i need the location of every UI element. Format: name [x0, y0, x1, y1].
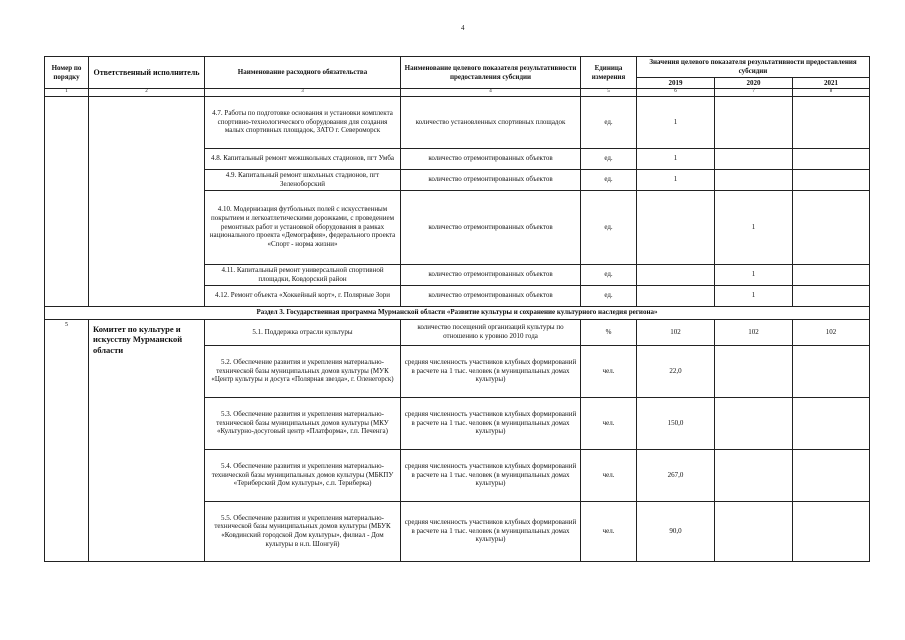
cell-2021	[793, 501, 870, 561]
cell-2021	[793, 169, 870, 190]
cell-indicator: количество отремонтированных объектов	[401, 148, 581, 169]
cell-num: 5	[45, 319, 89, 561]
column-numbers-row	[45, 89, 870, 96]
cell-obligation: 5.5. Обеспечение развития и укрепления материально-технической базы муниципальных домов культуры (МБУК «Ковдинский городской Дом культуры», филиал - Дом культуры в н.п. Шонгуй)	[205, 501, 401, 561]
cell-2019: 1	[637, 96, 715, 148]
table-row	[45, 319, 870, 345]
cell-2019: 1	[637, 148, 715, 169]
cell-2021	[793, 190, 870, 264]
cell-2020: 1	[715, 190, 793, 264]
section-3-title: Раздел 3. Государственная программа Мурманской области «Развитие культуры и сохранение культурного наследия региона»	[45, 306, 870, 319]
cell-unit: чел.	[581, 449, 637, 501]
cell-2019	[637, 190, 715, 264]
cell-obligation: 4.8. Капитальный ремонт межшкольных стадионов, пгт Умба	[205, 148, 401, 169]
cell-2020	[715, 148, 793, 169]
cell-2020	[715, 169, 793, 190]
header-year-2020: 2020	[715, 77, 793, 89]
cell-obligation: 4.10. Модернизация футбольных полей с искусственным покрытием и легкоатлетическими дорожками, с проведением ремонтных работ и установкой оборудования в рамках национального проекта «Демография», федерального проекта «Спорт - норма жизни»	[205, 190, 401, 264]
column-number: 2	[89, 89, 205, 96]
header-obligation: Наименование расходного обязательства	[205, 57, 401, 89]
cell-2019: 267,0	[637, 449, 715, 501]
table-row	[45, 96, 870, 148]
header-year-2019: 2019	[637, 77, 715, 89]
cell-indicator: средняя численность участников клубных формирований в расчете на 1 тыс. человек (в муниципальных домах культуры)	[401, 397, 581, 449]
cell-unit: ед.	[581, 190, 637, 264]
cell-unit: %	[581, 319, 637, 345]
header-responsible: Ответственный исполнитель	[89, 57, 205, 89]
section-heading-row	[45, 306, 870, 319]
cell-2020	[715, 345, 793, 397]
cell-responsible-empty	[89, 96, 205, 306]
cell-2020	[715, 501, 793, 561]
column-number: 5	[581, 89, 637, 96]
cell-unit: ед.	[581, 169, 637, 190]
cell-indicator: средняя численность участников клубных формирований в расчете на 1 тыс. человек (в муниципальных домах культуры)	[401, 501, 581, 561]
cell-2019: 102	[637, 319, 715, 345]
cell-indicator: количество отремонтированных объектов	[401, 285, 581, 306]
cell-2021	[793, 264, 870, 285]
cell-2020: 1	[715, 264, 793, 285]
cell-unit: чел.	[581, 397, 637, 449]
cell-obligation: 4.9. Капитальный ремонт школьных стадионов, пгт Зеленоборский	[205, 169, 401, 190]
header-year-2021: 2021	[793, 77, 870, 89]
cell-2021: 102	[793, 319, 870, 345]
cell-indicator: средняя численность участников клубных формирований в расчете на 1 тыс. человек (в муниципальных домах культуры)	[401, 449, 581, 501]
column-number: 6	[637, 89, 715, 96]
cell-num-empty	[45, 96, 89, 306]
header-values: Значения целевого показателя результативности предоставления субсидии	[637, 57, 870, 78]
cell-indicator: количество посещений организаций культуры по отношению к уровню 2010 года	[401, 319, 581, 345]
column-number: 8	[793, 89, 870, 96]
cell-indicator: количество отремонтированных объектов	[401, 264, 581, 285]
column-number: 4	[401, 89, 581, 96]
cell-2020	[715, 96, 793, 148]
cell-obligation: 4.12. Ремонт объекта «Хоккейный корт», г. Полярные Зори	[205, 285, 401, 306]
cell-obligation: 4.11. Капитальный ремонт универсальной спортивной площадки, Ковдорский район	[205, 264, 401, 285]
cell-2019: 22,0	[637, 345, 715, 397]
cell-obligation: 5.2. Обеспечение развития и укрепления материально-технической базы муниципальных домов культуры (МУК «Центр культуры и досуга «Полярная звезда», г. Оленегорск)	[205, 345, 401, 397]
cell-2019	[637, 264, 715, 285]
cell-indicator: количество отремонтированных объектов	[401, 169, 581, 190]
cell-obligation: 5.4. Обеспечение развития и укрепления материально-технической базы муниципальных домов культуры (МБКПУ «Териберский Дом культуры», с.п. Териберка)	[205, 449, 401, 501]
header-indicator: Наименование целевого показателя результативности предоставления субсидии	[401, 57, 581, 89]
cell-responsible: Комитет по культуре и искусству Мурманской области	[89, 319, 205, 561]
cell-indicator: количество установленных спортивных площадок	[401, 96, 581, 148]
cell-2021	[793, 285, 870, 306]
cell-2021	[793, 345, 870, 397]
cell-2020: 102	[715, 319, 793, 345]
cell-indicator: количество отремонтированных объектов	[401, 190, 581, 264]
cell-2019: 1	[637, 169, 715, 190]
header-num: Номер по порядку	[45, 57, 89, 89]
cell-2020	[715, 397, 793, 449]
subsidy-indicators-table	[44, 56, 870, 562]
cell-2019: 150,0	[637, 397, 715, 449]
cell-obligation: 5.3. Обеспечение развития и укрепления материально-технической базы муниципальных домов культуры (МКУ «Культурно-досуговый центр «Платформа», г.п. Печенга)	[205, 397, 401, 449]
cell-2019: 90,0	[637, 501, 715, 561]
cell-unit: ед.	[581, 96, 637, 148]
page-number: 4	[461, 24, 465, 32]
cell-indicator: средняя численность участников клубных формирований в расчете на 1 тыс. человек (в муниципальных домах культуры)	[401, 345, 581, 397]
cell-obligation: 4.7. Работы по подготовке основания и установки комплекта спортивно-технологического оборудования для создания малых спортивных площадок, ЗАТО г. Североморск	[205, 96, 401, 148]
cell-2021	[793, 397, 870, 449]
cell-unit: ед.	[581, 148, 637, 169]
cell-2021	[793, 148, 870, 169]
cell-unit: чел.	[581, 501, 637, 561]
cell-2020	[715, 449, 793, 501]
column-number: 1	[45, 89, 89, 96]
cell-unit: чел.	[581, 345, 637, 397]
cell-2021	[793, 96, 870, 148]
cell-obligation: 5.1. Поддержка отрасли культуры	[205, 319, 401, 345]
cell-2020: 1	[715, 285, 793, 306]
cell-2021	[793, 449, 870, 501]
cell-2019	[637, 285, 715, 306]
column-number: 3	[205, 89, 401, 96]
cell-unit: ед.	[581, 285, 637, 306]
cell-unit: ед.	[581, 264, 637, 285]
column-number: 7	[715, 89, 793, 96]
header-row	[45, 57, 870, 78]
header-unit: Единица измерения	[581, 57, 637, 89]
